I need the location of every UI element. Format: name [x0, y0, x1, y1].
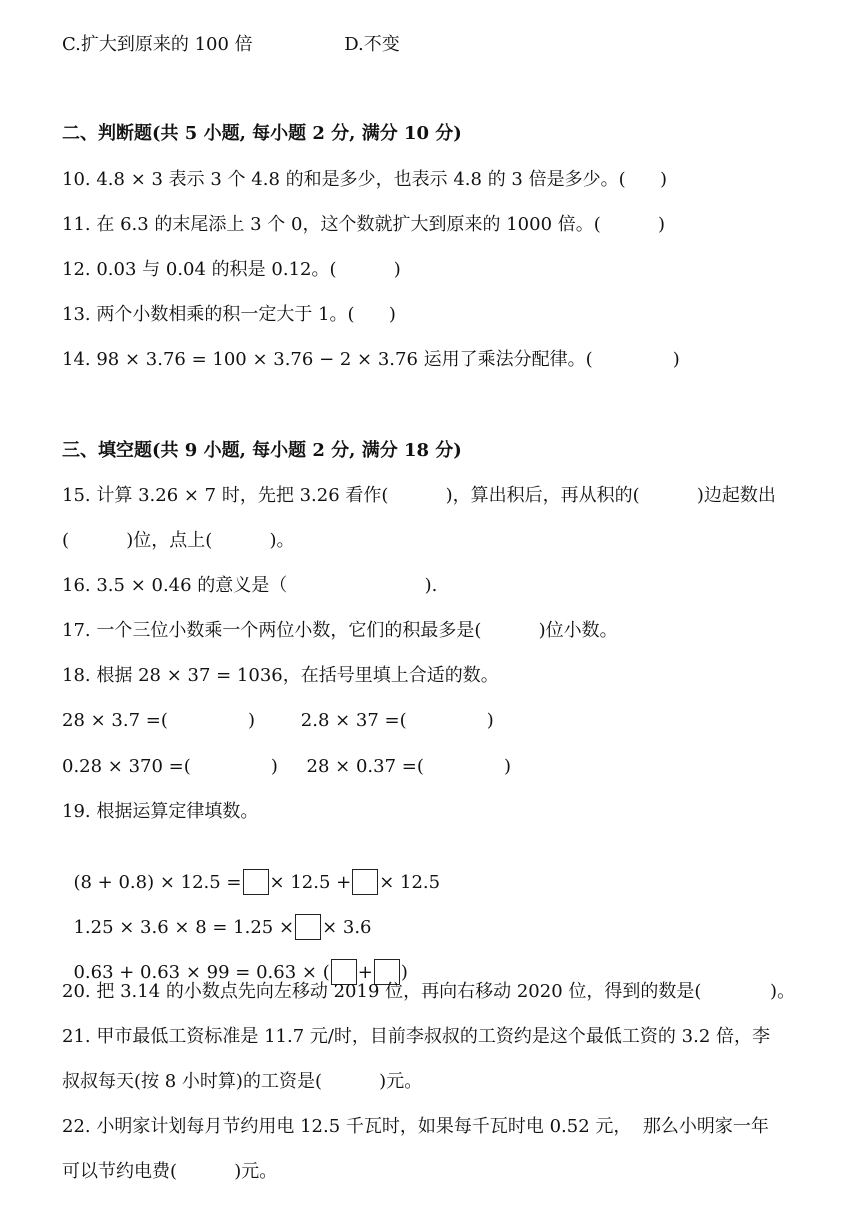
question-18-row-1: 28 × 3.7 =( ) 2.8 × 37 =( )	[62, 710, 494, 731]
question-21-line-2: 叔叔每天(按 8 小时算)的工资是( )元。	[62, 1071, 423, 1092]
question-20: 20. 把 3.14 的小数点先向左移动 2019 位，再向右移动 2020 位，得到的数是( )。	[62, 981, 796, 1002]
q19-row1-mid: × 12.5 +	[269, 872, 352, 893]
q19-row3-mid: +	[357, 962, 373, 983]
section-heading-fill-blank: 三、填空题(共 9 小题, 每小题 2 分, 满分 18 分)	[62, 440, 462, 461]
question-13: 13. 两个小数相乘的积一定大于 1。( )	[62, 304, 396, 325]
question-19-row-3	[62, 935, 408, 985]
q19-row3-left: 0.63 + 0.63 × 99 = 0.63 × (	[73, 962, 330, 983]
question-22-line-2: 可以节约电费( )元。	[62, 1161, 278, 1182]
question-19: 19. 根据运算定律填数。	[62, 801, 259, 822]
q19-row1-right: × 12.5	[379, 872, 441, 893]
question-18: 18. 根据 28 × 37 = 1036，在括号里填上合适的数。	[62, 665, 499, 686]
question-15-line-2: ( )位，点上( )。	[62, 530, 295, 551]
question-15-line-1: 15. 计算 3.26 × 7 时，先把 3.26 看作( )，算出积后，再从积的( )边起数出	[62, 485, 776, 506]
question-21-line-1: 21. 甲市最低工资标准是 11.7 元/时，目前李叔叔的工资约是这个最低工资的 3.2 倍，李	[62, 1026, 770, 1047]
section-heading-judgement: 二、判断题(共 5 小题, 每小题 2 分, 满分 10 分)	[62, 123, 462, 144]
q19-row2-right: × 3.6	[322, 917, 372, 938]
question-17: 17. 一个三位小数乘一个两位小数，它们的积最多是( )位小数。	[62, 620, 618, 641]
question-12: 12. 0.03 与 0.04 的积是 0.12。( )	[62, 259, 401, 280]
question-10: 10. 4.8 × 3 表示 3 个 4.8 的和是多少，也表示 4.8 的 3 倍是多少。( )	[62, 169, 667, 190]
question-22-line-1: 22. 小明家计划每月节约用电 12.5 千瓦时，如果每千瓦时电 0.52 元， 那么小明家一年	[62, 1116, 769, 1137]
option-c-d: C.扩大到原来的 100 倍 D.不变	[62, 34, 400, 55]
question-11: 11. 在 6.3 的末尾添上 3 个 0，这个数就扩大到原来的 1000 倍。( )	[62, 214, 665, 235]
question-14: 14. 98 × 3.76 = 100 × 3.76 − 2 × 3.76 运用了乘法分配律。( )	[62, 349, 680, 370]
question-18-row-2: 0.28 × 370 =( ) 28 × 0.37 =( )	[62, 756, 511, 777]
question-16: 16. 3.5 × 0.46 的意义是（ ).	[62, 575, 438, 596]
question-19-row-2	[62, 890, 372, 940]
q19-row1-left: (8 + 0.8) × 12.5 =	[73, 872, 242, 893]
question-19-row-1	[62, 845, 440, 895]
q19-row2-left: 1.25 × 3.6 × 8 = 1.25 ×	[73, 917, 295, 938]
q19-row3-right: )	[400, 962, 408, 983]
